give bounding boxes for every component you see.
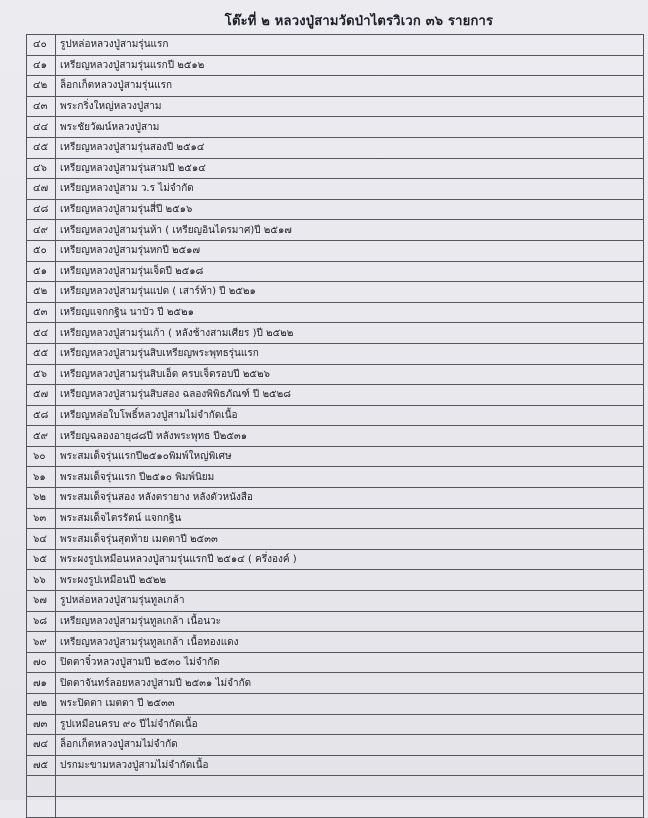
row-item: พระสมเด็จรุ่นสุดท้าย เมตตาปี ๒๕๓๓	[56, 529, 644, 550]
row-number: ๔๘	[27, 199, 56, 220]
table-row	[27, 488, 644, 509]
row-item: เหรียญหลวงปู่สามรุ่นแปด ( เสาร์ห้า) ปี ๒๕๒๑	[56, 282, 644, 303]
table-row	[27, 632, 644, 653]
table-row	[27, 343, 644, 364]
page-title: โต๊ะที่ ๒ หลวงปู่สามวัดป่าไตรวิเวก ๓๖ รายการ	[224, 14, 494, 29]
row-number: ๖๙	[27, 632, 56, 653]
table-row	[27, 549, 644, 570]
table-row	[27, 179, 644, 200]
row-item: พระสมเด็จไตรรัตน์ แจกกฐิน	[56, 508, 644, 529]
row-number: ๗๕	[27, 755, 56, 776]
row-number: ๗๑	[27, 673, 56, 694]
row-number: ๕๒	[27, 282, 56, 303]
row-item: พระผงรูปเหมือนหลวงปู่สามรุ่นแรกปี ๒๕๑๔ ( ครึ่งองค์ )	[56, 549, 644, 570]
row-number: ๖๓	[27, 508, 56, 529]
row-number: ๖๖	[27, 570, 56, 591]
row-number: ๖๐	[27, 446, 56, 467]
row-item: เหรียญหลวงปู่สามรุ่นทูลเกล้า เนื้อทองแดง	[56, 632, 644, 653]
row-item: ปิดตาจิ๋วหลวงปู่สามปี ๒๕๓๐ ไม่จำกัด	[56, 652, 644, 673]
row-item: เหรียญหลวงปู่สามรุ่นแรกปี ๒๕๑๒	[56, 55, 644, 76]
row-number: ๖๔	[27, 529, 56, 550]
row-item: เหรียญหลวงปู่สามรุ่นสองปี ๒๕๑๔	[56, 137, 644, 158]
row-item: รูปหล่อหลวงปู่สามรุ่นทูลเกล้า	[56, 591, 644, 612]
row-number: ๔๑	[27, 55, 56, 76]
row-item: เหรียญหลวงปู่สามรุ่นสิบเอ็ด ครบเจ็ดรอบปี ๒๕๒๖	[56, 364, 644, 385]
row-item: พระผงรูปเหมือนปี ๒๕๒๒	[56, 570, 644, 591]
table-row	[27, 220, 644, 241]
row-item: ปรกมะขามหลวงปู่สามไม่จำกัดเนื้อ	[56, 755, 644, 776]
row-number: ๕๖	[27, 364, 56, 385]
table-row	[27, 282, 644, 303]
row-item: พระชัยวัฒน์หลวงปู่สาม	[56, 117, 644, 138]
empty-cell	[27, 776, 56, 797]
row-number: ๔๐	[27, 35, 56, 56]
row-item: พระสมเด็จรุ่นแรกปี๒๕๑๐พิมพ์ใหญ่พิเศษ	[56, 446, 644, 467]
row-number: ๕๕	[27, 343, 56, 364]
row-item: ปิดตาจันทร์ลอยหลวงปู่สามปี ๒๕๓๑ ไม่จำกัด	[56, 673, 644, 694]
row-number: ๕๔	[27, 323, 56, 344]
row-item: รูปหล่อหลวงปู่สามรุ่นแรก	[56, 35, 644, 56]
row-item: พระสมเด็จรุ่นสอง หลังตรายาง หลังตัวหนังสือ	[56, 488, 644, 509]
table-row	[27, 652, 644, 673]
table-row	[27, 35, 644, 56]
table-row	[27, 385, 644, 406]
row-number: ๕๓	[27, 302, 56, 323]
row-number: ๕๙	[27, 426, 56, 447]
row-number: ๕๑	[27, 261, 56, 282]
row-item: พระกริ่งใหญ่หลวงปู่สาม	[56, 96, 644, 117]
table-row	[27, 426, 644, 447]
row-number: ๔๔	[27, 117, 56, 138]
table-row	[27, 364, 644, 385]
table-row	[27, 714, 644, 735]
row-number: ๖๗	[27, 591, 56, 612]
row-item: พระสมเด็จรุ่นแรก ปี๒๕๑๐ พิมพ์นิยม	[56, 467, 644, 488]
row-item: เหรียญหล่อใบโพธิ์หลวงปู่สามไม่จำกัดเนื้อ	[56, 405, 644, 426]
row-item: พระปิดตา เมตตา ปี ๒๕๓๓	[56, 694, 644, 715]
row-number: ๔๕	[27, 137, 56, 158]
row-item: เหรียญหลวงปู่สามรุ่นสี่ปี ๒๕๑๖	[56, 199, 644, 220]
row-item: เหรียญหลวงปู่สามรุ่นทูลเกล้า เนื้อนวะ	[56, 611, 644, 632]
table-row	[27, 261, 644, 282]
table-row	[27, 302, 644, 323]
row-number: ๔๒	[27, 76, 56, 97]
table-row	[27, 694, 644, 715]
table-row	[27, 158, 644, 179]
row-number: ๔๓	[27, 96, 56, 117]
table-row	[27, 673, 644, 694]
row-number: ๗๒	[27, 694, 56, 715]
row-item: ล็อกเก็ตหลวงปู่สามไม่จำกัด	[56, 735, 644, 756]
row-item: รูปเหมือนครบ ๙๐ ปีไม่จำกัดเนื้อ	[56, 714, 644, 735]
row-number: ๕๘	[27, 405, 56, 426]
row-number: ๖๕	[27, 549, 56, 570]
row-item: เหรียญหลวงปู่สามรุ่นเจ็ดปี ๒๕๑๘	[56, 261, 644, 282]
row-number: ๗๐	[27, 652, 56, 673]
row-item: เหรียญหลวงปู่สามรุ่นสิบเหรียญพระพุทธรุ่นแรก	[56, 343, 644, 364]
table-row	[27, 199, 644, 220]
table-row	[27, 446, 644, 467]
table-row	[27, 96, 644, 117]
row-item: เหรียญหลวงปู่สามรุ่นสิบสอง ฉลองพิพิธภัณฑ์ ปี ๒๕๒๘	[56, 385, 644, 406]
row-item: เหรียญหลวงปู่สามรุ่นเก้า ( หลังช้างสามเศียร )ปี ๒๕๒๒	[56, 323, 644, 344]
row-item: เหรียญหลวงปู่สามรุ่นหกปี ๒๕๑๗	[56, 240, 644, 261]
row-item: เหรียญแจกกฐิน นาบัว ปี ๒๕๒๑	[56, 302, 644, 323]
table-row	[27, 323, 644, 344]
table-row	[27, 570, 644, 591]
table-row	[27, 611, 644, 632]
row-item: ล็อกเก็ตหลวงปู่สามรุ่นแรก	[56, 76, 644, 97]
row-number: ๖๑	[27, 467, 56, 488]
empty-row	[27, 776, 644, 797]
row-number: ๖๘	[27, 611, 56, 632]
item-table	[26, 34, 644, 818]
row-number: ๔๙	[27, 220, 56, 241]
empty-cell	[56, 776, 644, 797]
table-row	[27, 117, 644, 138]
row-item: เหรียญหลวงปู่สาม ว.ร ไม่จำกัด	[56, 179, 644, 200]
row-number: ๕๗	[27, 385, 56, 406]
table-row	[27, 240, 644, 261]
row-item: เหรียญหลวงปู่สามรุ่นสามปี ๒๕๑๔	[56, 158, 644, 179]
row-number: ๔๖	[27, 158, 56, 179]
row-number: ๗๓	[27, 714, 56, 735]
row-item: เหรียญหลวงปู่สามรุ่นห้า ( เหรียญอินไดรมาศ)ปี ๒๕๑๗	[56, 220, 644, 241]
row-item: เหรียญฉลองอายุ๘๘ปี หลังพระพุทธ ปี๒๕๓๑	[56, 426, 644, 447]
table-row	[27, 508, 644, 529]
row-number: ๔๗	[27, 179, 56, 200]
row-number: ๗๔	[27, 735, 56, 756]
table-row	[27, 529, 644, 550]
item-table-body	[27, 35, 644, 818]
table-row	[27, 735, 644, 756]
row-number: ๕๐	[27, 240, 56, 261]
table-row	[27, 76, 644, 97]
row-number: ๖๒	[27, 488, 56, 509]
table-row	[27, 755, 644, 776]
table-row	[27, 405, 644, 426]
table-row	[27, 467, 644, 488]
table-row	[27, 591, 644, 612]
table-row	[27, 137, 644, 158]
table-row	[27, 55, 644, 76]
